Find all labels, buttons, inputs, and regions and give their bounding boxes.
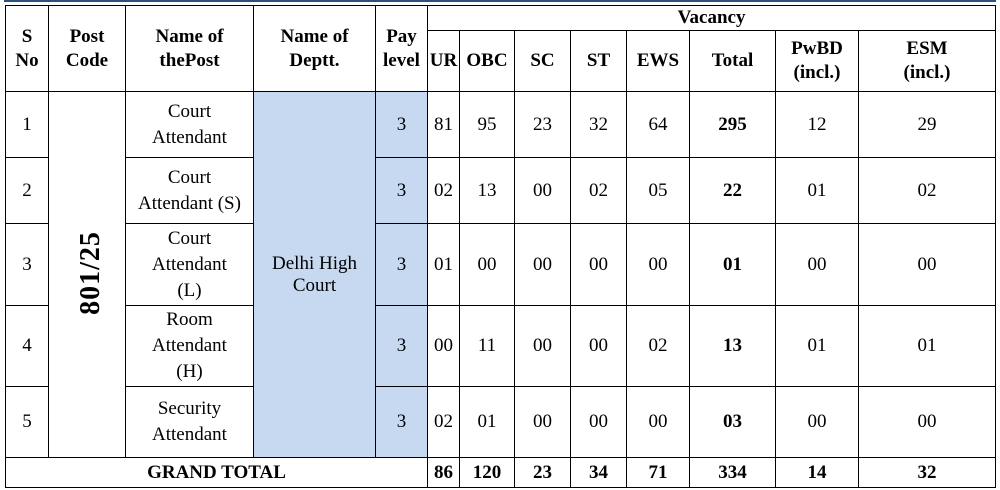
- header-post-code: Post Code: [49, 6, 126, 92]
- row-pwbd: 00: [776, 224, 859, 306]
- table-row: [6, 387, 996, 458]
- row-post-name: Security Attendant: [126, 387, 254, 458]
- row-obc: 13: [460, 158, 515, 224]
- grand-total-pwbd: 14: [776, 458, 859, 488]
- row-st: 00: [571, 224, 627, 306]
- row-sc: 00: [515, 306, 571, 387]
- top-rule: [4, 0, 996, 2]
- grand-total-esm: 32: [859, 458, 996, 488]
- table-row: [6, 158, 996, 224]
- grand-total-obc: 120: [460, 458, 515, 488]
- row-pwbd: 01: [776, 158, 859, 224]
- grand-total-total: 334: [690, 458, 776, 488]
- row-st: 00: [571, 306, 627, 387]
- post-code: 801/25: [74, 231, 106, 315]
- header-sno: S No: [6, 6, 49, 92]
- row-pay-level: 3: [376, 224, 428, 306]
- row-sno: 5: [6, 387, 49, 458]
- row-st: 32: [571, 92, 627, 158]
- row-obc: 01: [460, 387, 515, 458]
- header-obc: OBC: [460, 31, 515, 92]
- row-ur: 02: [428, 158, 460, 224]
- grand-total-st: 34: [571, 458, 627, 488]
- row-pay-level: 3: [376, 306, 428, 387]
- row-sc: 23: [515, 92, 571, 158]
- row-obc: 11: [460, 306, 515, 387]
- grand-total-ews: 71: [627, 458, 690, 488]
- post-code-cell: [49, 92, 126, 458]
- row-esm: 01: [859, 306, 996, 387]
- grand-total-ur: 86: [428, 458, 460, 488]
- header-ur: UR: [428, 31, 460, 92]
- header-ews: EWS: [627, 31, 690, 92]
- grand-total-sc: 23: [515, 458, 571, 488]
- row-pwbd: 01: [776, 306, 859, 387]
- row-ews: 00: [627, 387, 690, 458]
- row-obc: 00: [460, 224, 515, 306]
- row-esm: 00: [859, 387, 996, 458]
- header-esm: ESM (incl.): [859, 31, 996, 92]
- row-total: 22: [690, 158, 776, 224]
- row-esm: 02: [859, 158, 996, 224]
- row-pay-level: 3: [376, 158, 428, 224]
- header-sc: SC: [515, 31, 571, 92]
- header-row-vacancy: [6, 6, 996, 31]
- header-pay-level: Pay level: [376, 6, 428, 92]
- row-post-name: Court Attendant (L): [126, 224, 254, 306]
- row-ews: 02: [627, 306, 690, 387]
- table-row: [6, 224, 996, 306]
- row-sc: 00: [515, 158, 571, 224]
- row-total: 295: [690, 92, 776, 158]
- header-total: Total: [690, 31, 776, 92]
- row-ews: 64: [627, 92, 690, 158]
- row-post-name: Court Attendant: [126, 92, 254, 158]
- row-sc: 00: [515, 387, 571, 458]
- grand-total-label: GRAND TOTAL: [6, 458, 428, 488]
- row-ur: 00: [428, 306, 460, 387]
- row-ews: 05: [627, 158, 690, 224]
- row-ur: 81: [428, 92, 460, 158]
- vacancy-table: [5, 5, 996, 488]
- row-ews: 00: [627, 224, 690, 306]
- row-pay-level: 3: [376, 387, 428, 458]
- header-post-name: Name of thePost: [126, 6, 254, 92]
- row-sno: 4: [6, 306, 49, 387]
- row-sno: 3: [6, 224, 49, 306]
- department-cell: Delhi High Court: [254, 92, 376, 458]
- row-ur: 02: [428, 387, 460, 458]
- row-ur: 01: [428, 224, 460, 306]
- header-department: Name of Deptt.: [254, 6, 376, 92]
- row-total: 03: [690, 387, 776, 458]
- row-sc: 00: [515, 224, 571, 306]
- row-esm: 00: [859, 224, 996, 306]
- row-total: 13: [690, 306, 776, 387]
- row-pwbd: 00: [776, 387, 859, 458]
- header-vacancy: Vacancy: [428, 6, 996, 31]
- row-st: 02: [571, 158, 627, 224]
- table-row: [6, 306, 996, 387]
- row-post-name: Room Attendant (H): [126, 306, 254, 387]
- row-obc: 95: [460, 92, 515, 158]
- table-row: [6, 92, 996, 158]
- row-pay-level: 3: [376, 92, 428, 158]
- row-esm: 29: [859, 92, 996, 158]
- header-st: ST: [571, 31, 627, 92]
- row-sno: 1: [6, 92, 49, 158]
- row-pwbd: 12: [776, 92, 859, 158]
- row-post-name: Court Attendant (S): [126, 158, 254, 224]
- row-total: 01: [690, 224, 776, 306]
- row-sno: 2: [6, 158, 49, 224]
- header-pwbd: PwBD (incl.): [776, 31, 859, 92]
- grand-total-row: [6, 458, 996, 488]
- row-st: 00: [571, 387, 627, 458]
